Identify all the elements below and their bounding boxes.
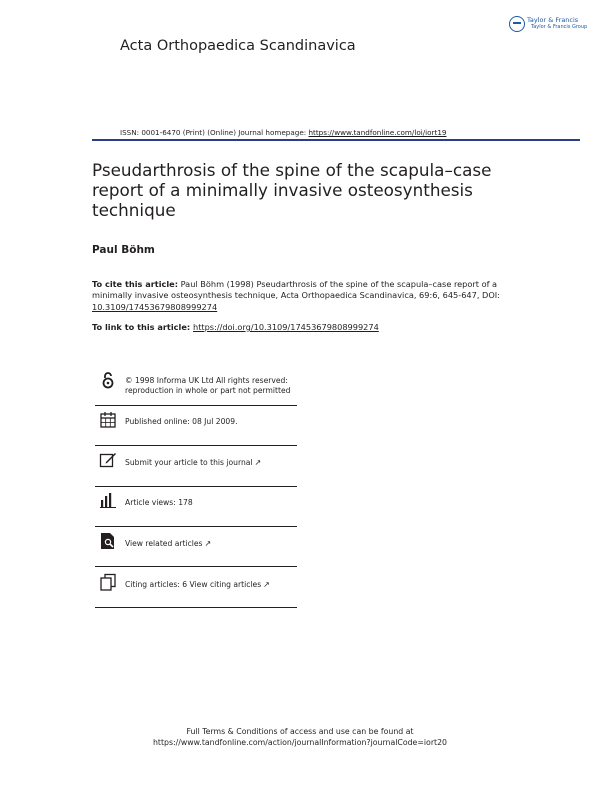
submit-article-link[interactable]: Submit your article to this journal — [125, 458, 253, 467]
cite-doi-link[interactable]: 10.3109/17453679808999274 — [92, 301, 218, 312]
logo-ring-icon — [509, 16, 525, 32]
open-access-lock-icon — [99, 371, 117, 389]
copyright-line-2: reproduction in whole or part not permitted — [125, 386, 291, 395]
info-divider — [95, 566, 297, 567]
logo-subtext: Taylor & Francis Group — [531, 24, 588, 30]
external-link-icon: ↗ — [254, 458, 262, 467]
issn-text: ISSN: 0001-6470 (Print) (Online) Journal homepage: — [120, 128, 309, 137]
external-link-icon: ↗ — [204, 539, 212, 548]
views-row — [95, 490, 297, 522]
header-rule — [92, 139, 580, 141]
footer-terms-text: Full Terms & Conditions of access and use can be found at — [186, 727, 414, 736]
journal-homepage-link[interactable]: https://www.tandfonline.com/loi/iort19 — [308, 128, 447, 137]
cite-label: To cite this article: — [92, 279, 178, 289]
article-views: Article views: 178 — [125, 498, 193, 507]
citing-row[interactable] — [95, 572, 297, 604]
view-related-articles-link[interactable]: View related articles — [125, 539, 203, 548]
article-title: Pseudarthrosis of the spine of the scapula–case report of a minimally invasive osteosynthesis technique — [92, 160, 492, 220]
external-link-icon: ↗ — [263, 580, 270, 589]
bar-chart-icon — [99, 491, 117, 509]
calendar-icon — [99, 411, 117, 429]
edit-pencil-icon — [99, 451, 117, 469]
author-name: Paul Böhm — [92, 244, 155, 256]
related-articles-icon — [99, 532, 117, 550]
related-row[interactable] — [95, 531, 297, 563]
published-row — [95, 409, 297, 441]
footer-terms-link[interactable]: https://www.tandfonline.com/action/journalInformation?journalCode=iort20 — [152, 738, 448, 747]
footer — [0, 726, 600, 748]
logo-text: Taylor & Francis — [527, 16, 579, 24]
link-label: To link to this article: — [92, 322, 193, 332]
publisher-logo[interactable] — [509, 14, 588, 36]
citing-articles-icon — [99, 573, 117, 591]
info-divider — [95, 486, 297, 487]
copyright-row — [95, 369, 297, 401]
link-line — [92, 322, 379, 332]
info-divider — [95, 405, 297, 406]
citation-block — [92, 279, 527, 313]
cite-text: Paul Böhm (1998) Pseudarthrosis of the spine of the scapula–case report of a minimally invasive osteosynthesis technique, Acta Orthopaedica Scandinavica, 69:6, 645-647, DOI: — [92, 279, 500, 301]
journal-title: Acta Orthopaedica Scandinavica — [120, 38, 356, 54]
submit-row[interactable] — [95, 450, 297, 482]
article-doi-link[interactable]: https://doi.org/10.3109/17453679808999274 — [193, 322, 379, 332]
info-divider — [95, 526, 297, 527]
info-divider — [95, 607, 297, 608]
published-date: Published online: 08 Jul 2009. — [125, 417, 238, 426]
copyright-line-1: © 1998 Informa UK Ltd All rights reserved: — [125, 376, 288, 385]
info-divider — [95, 445, 297, 446]
view-citing-articles-link[interactable]: Citing articles: 6 View citing articles — [125, 580, 262, 589]
issn-line — [120, 128, 446, 137]
